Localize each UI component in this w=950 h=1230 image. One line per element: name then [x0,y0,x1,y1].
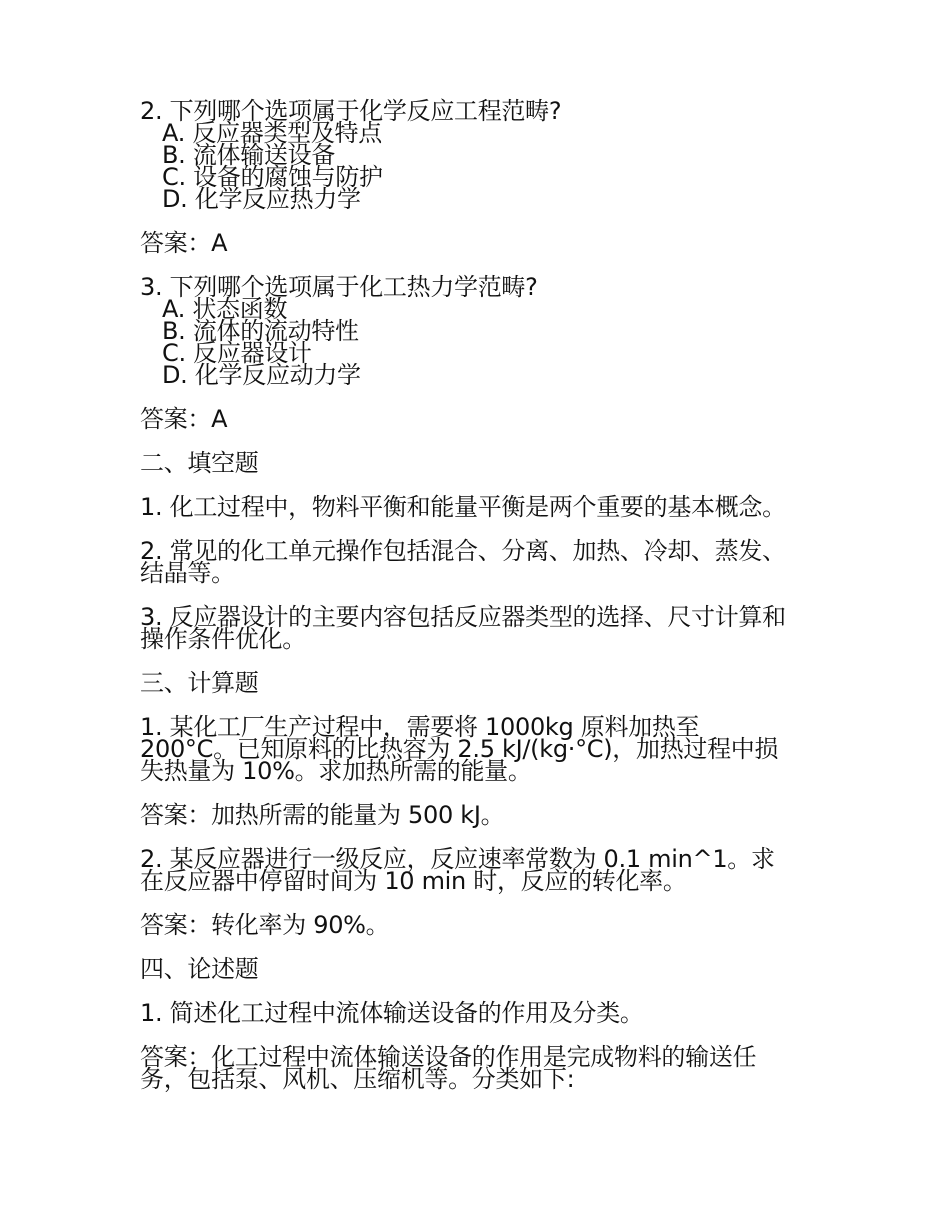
fill-item-3: 3. 反应器设计的主要内容包括反应器类型的选择、尺寸计算和操作条件优化。 [140,603,786,653]
option-d: D. 化学反应热力学 [162,185,361,213]
section-heading-essay: 四、论述题 [140,955,259,983]
option-b: B. 流体的流动特性 [162,317,359,345]
option-c: C. 反应器设计 [162,339,312,367]
option-c: C. 设备的腐蚀与防护 [162,163,383,191]
section-heading-calc: 三、计算题 [140,669,259,697]
section-heading-fill: 二、填空题 [140,449,259,477]
calc-question-1: 1. 某化工厂生产过程中，需要将 1000kg 原料加热至 200°C。已知原料的比热容为 2.5 kJ/(kg·°C)，加热过程中损失热量为 10%。求加热所需的能量。 [140,713,779,785]
calc-answer-1: 答案：加热所需的能量为 500 kJ。 [140,801,505,829]
question-stem: 2. 下列哪个选项属于化学反应工程范畴? [140,97,562,125]
answer-text: 答案：A [140,405,228,433]
fill-item-1: 1. 化工过程中，物料平衡和能量平衡是两个重要的基本概念。 [140,493,786,521]
choice-question-3 [140,273,795,389]
essay-answer-1: 答案：化工过程中流体输送设备的作用是完成物料的输送任务，包括泵、风机、压缩机等。分类如下: [140,1043,757,1093]
question-stem: 3. 下列哪个选项属于化工热力学范畴? [140,273,538,301]
document-page [140,97,795,1112]
calc-question-2: 2. 某反应器进行一级反应，反应速率常数为 0.1 min^1。求在反应器中停留时间为 10 min 时，反应的转化率。 [140,845,775,895]
option-list [140,295,795,389]
choice-question-2 [140,97,795,213]
option-d: D. 化学反应动力学 [162,361,361,389]
calc-answer-2: 答案：转化率为 90%。 [140,911,390,939]
option-b: B. 流体输送设备 [162,141,336,169]
essay-question-1: 1. 简述化工过程中流体输送设备的作用及分类。 [140,999,644,1027]
option-list [140,119,795,213]
option-a: A. 反应器类型及特点 [162,119,382,147]
fill-item-2: 2. 常见的化工单元操作包括混合、分离、加热、冷却、蒸发、结晶等。 [140,537,786,587]
answer-text: 答案：A [140,229,228,257]
option-a: A. 状态函数 [162,295,288,323]
